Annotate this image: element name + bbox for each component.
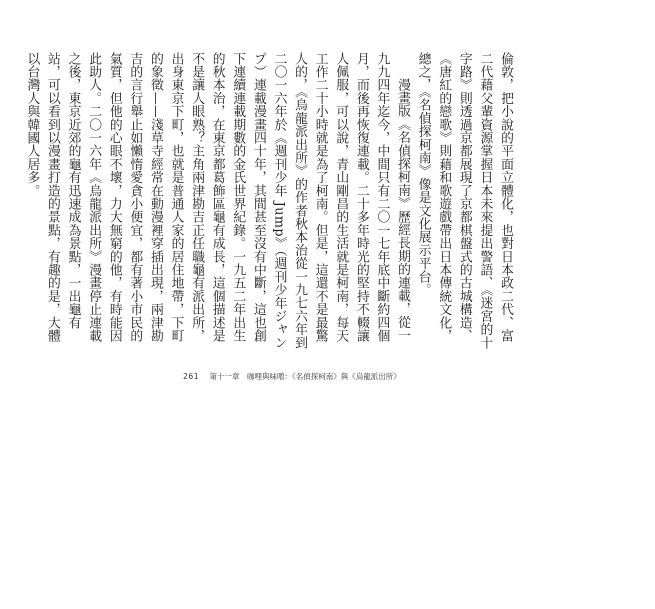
paragraph: 漫畫版《名偵探柯南》歷經長期的連載，從一九九四年迄今，中間只有二〇一七年底中斷約四個月，而後再恢復連載。二十多年時光的堅持不輟讓人佩服，可以說，青山剛昌的生活就是柯南，每天工作二十小時就是為了柯南。但是，這還不是最驚人的，《烏龍派出所》的作者秋本治從一九七六年到二〇一六年於《週刊少年 Jump》（週刊少年ジャンプ）連載漫畫四十年，其間甚至沒有中斷，這也創下連續連載期數的金氏世界紀錄。一九五二年出生的秋本治，在東京都葛飾區龜有成長，這個描述是不是讓人眼熟？主角兩津勘吉正任職龜有派出所，出身東京下町，也就是普通人家的居住地帶，下町的象徵——淺草寺經常在動漫裡穿插出現，兩津勘吉的言行舉止如懶惰愛貪小便宜，都有著小市民的氣質，但他的心眼不壞，力大無窮的他，有時能因此助人。二〇一六年《烏龍派出所》漫畫停止連載之後，東京近郊的龜有迅速成為景點，一出龜有站，可以看到以漫畫打造的景點，有趣的是，大體以台灣人與韓國人居多。 (24, 52, 411, 350)
page-number: 261 (183, 372, 199, 381)
body-text (24, 52, 515, 352)
paragraph-continued: 倫敦，把小說的平面立體化，也對日本政二代、富二代藉父輩資源掌握日本未來提出警語、《迷宮的十字路》則透過京都展現了京都棋盤式的古城構造、《唐紅的戀歌》則藉和歌遊戲帶出日本傳統文化，總之，《名偵探柯南》像是文化展示平台。 (415, 52, 513, 350)
running-head: 第十一章 咖哩與味噌：《名偵探柯南》與《烏龍派出所》 (209, 372, 401, 381)
page-footer (183, 371, 401, 382)
